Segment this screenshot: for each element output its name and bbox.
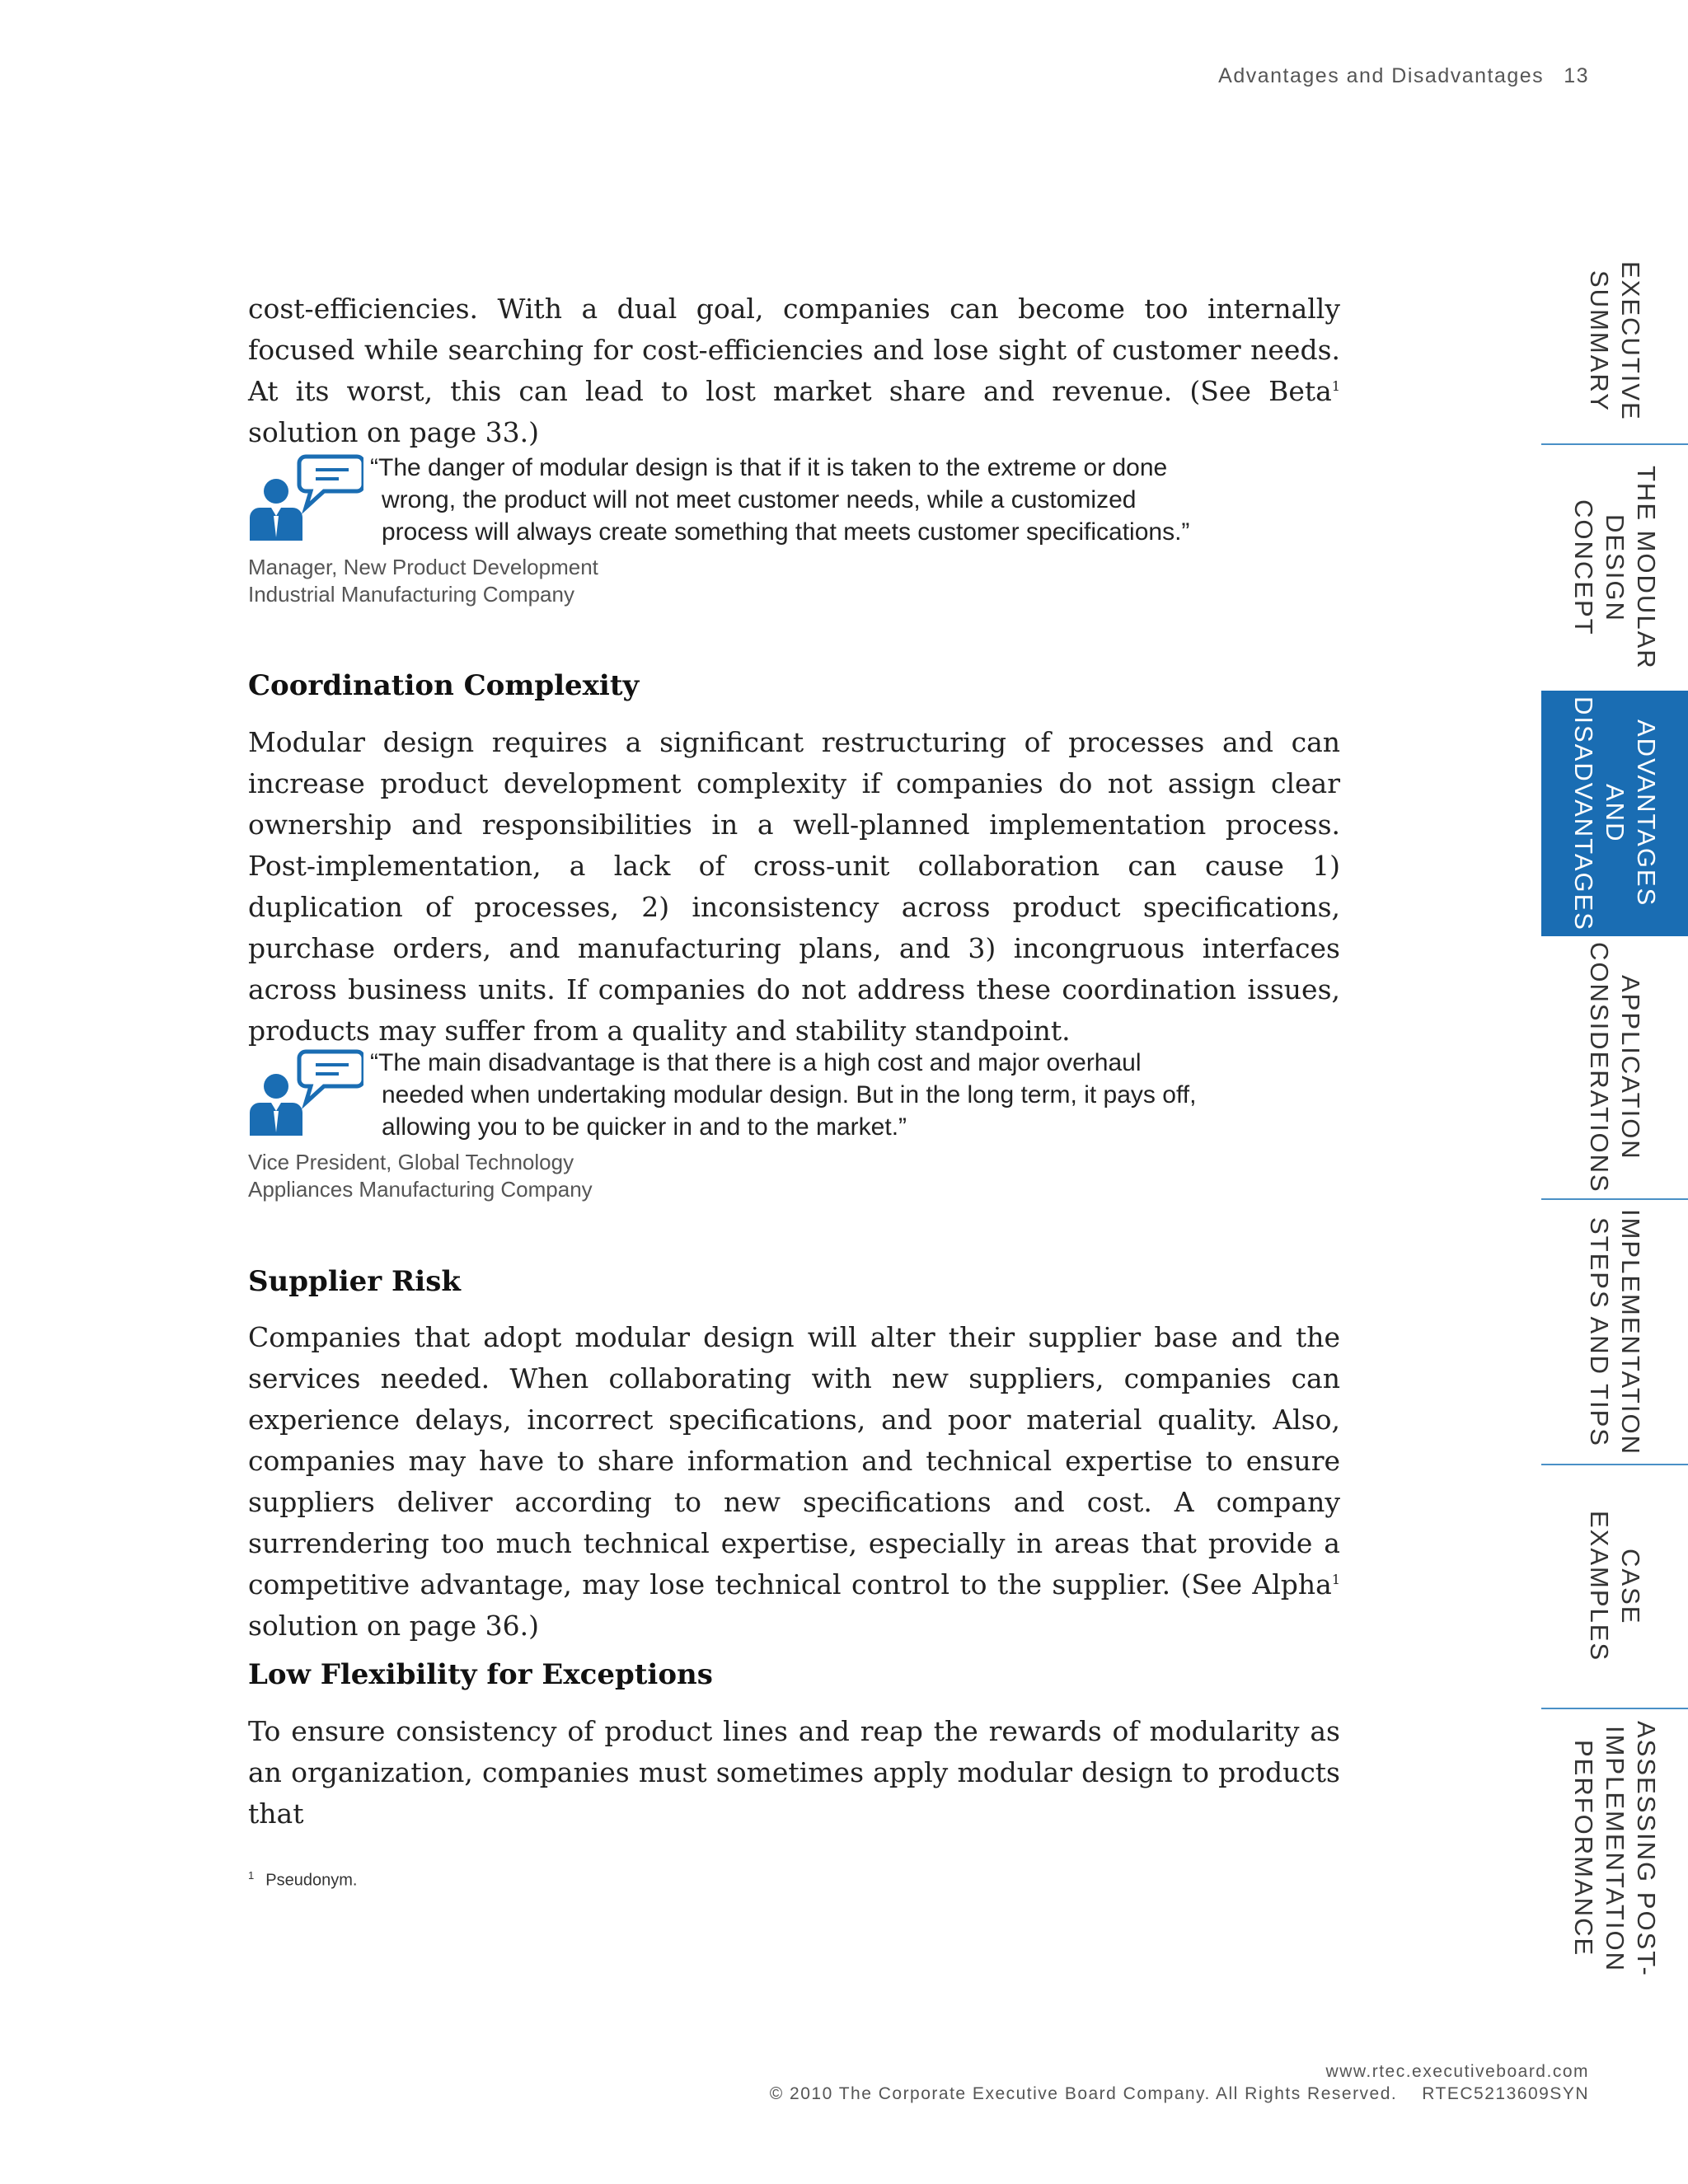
section-heading-supplier: Supplier Risk bbox=[248, 1265, 461, 1298]
side-tab-case-examples[interactable] bbox=[1541, 1464, 1688, 1708]
side-tab-implementation-steps[interactable] bbox=[1541, 1198, 1688, 1464]
side-tab-label: ADVANTAGES AND DISADVANTAGES bbox=[1569, 696, 1661, 931]
side-tab-label: EXECUTIVE SUMMARY bbox=[1585, 261, 1645, 421]
footnote-text: Pseudonym. bbox=[265, 1871, 358, 1890]
side-tab-label: IMPLEMENTATION STEPS AND TIPS bbox=[1585, 1208, 1645, 1455]
footer-document-code: RTEC5213609SYN bbox=[1422, 2084, 1589, 2103]
side-tab-assessing-performance[interactable] bbox=[1541, 1708, 1688, 1988]
footnote bbox=[248, 1869, 357, 1891]
coordination-paragraph: Modular design requires a significant restructuring of processes and can increase product development complexity if companies do not assign clear ownership and responsibilities in a well-planned implementation process. Post-implementation, a lack of cross-unit collaboration can cause 1) duplication of processes, 2) inconsistency across product specifications, purchase orders, and manufacturing plans, and 3) incongruous interfaces across business units. If companies do not address these coordination issues, products may suffer from a quality and stability standpoint. bbox=[248, 726, 1340, 1047]
section-heading-flexibility: Low Flexibility for Exceptions bbox=[248, 1658, 713, 1691]
quote-text-2: “The main disadvantage is that there is a high cost and major overhaul needed when undertaking modular design. But in the long term, it pays off, allowing you to be quicker in and to the market.” bbox=[370, 1049, 1197, 1141]
side-tab-label: ASSESSING POST- IMPLEMENTATION PERFORMANCE bbox=[1569, 1720, 1661, 1977]
running-header bbox=[1218, 64, 1589, 88]
side-tab-application-considerations[interactable] bbox=[1541, 936, 1688, 1198]
section-title: Advantages and Disadvantages bbox=[1218, 64, 1545, 87]
quote-text-1: “The danger of modular design is that if it is taken to the extreme or done wrong, the product will not meet customer needs, while a customized process will always create something that meets customer specifications.” bbox=[370, 454, 1190, 546]
footnote-marker: 1 bbox=[248, 1869, 255, 1882]
intro-paragraph: cost-efficiencies. With a dual goal, companies can become too internally focused while searching for cost-efficiencies and lose sight of customer needs. At its worst, this can lead to lost market share and revenue. (See Beta$^1$ solution on page 33.) bbox=[248, 293, 1340, 448]
page-number: 13 bbox=[1564, 64, 1589, 87]
speaker-speech-bubble-icon bbox=[248, 452, 363, 542]
side-tab-label: CASE EXAMPLES bbox=[1585, 1511, 1645, 1662]
flexibility-paragraph: To ensure consistency of product lines and reap the rewards of modularity as an organization, companies must sometimes apply modular design to products that bbox=[248, 1715, 1340, 1830]
section-heading-coordination: Coordination Complexity bbox=[248, 669, 640, 702]
side-tab-advantages-disadvantages[interactable] bbox=[1541, 691, 1688, 936]
quote-attribution-1: Manager, New Product Development Industrial Manufacturing Company bbox=[248, 555, 598, 607]
footer-url[interactable]: www.rtec.executiveboard.com bbox=[1325, 2062, 1589, 2081]
side-tab-label: APPLICATION CONSIDERATIONS bbox=[1585, 941, 1645, 1193]
side-tab-executive-summary[interactable] bbox=[1541, 239, 1688, 443]
speaker-speech-bubble-icon bbox=[248, 1047, 363, 1137]
footer-copyright: © 2010 The Corporate Executive Board Company. All Rights Reserved. bbox=[769, 2084, 1398, 2103]
side-tab-modular-design-concept[interactable] bbox=[1541, 443, 1688, 691]
quote-attribution-2: Vice President, Global Technology Appliances Manufacturing Company bbox=[248, 1150, 593, 1202]
supplier-paragraph: Companies that adopt modular design will alter their supplier base and the services needed. When collaborating with new suppliers, companies can experience delays, incorrect specifications, and poor material quality. Also, companies may have to share information and technical expertise to ensure suppliers deliver according to new specifications and cost. A company surrendering too much technical expertise, especially in areas that provide a competitive advantage, may lose technical control to the supplier. (See Alpha$^1$ solution on page 36.) bbox=[248, 1321, 1340, 1642]
page-footer bbox=[770, 2060, 1589, 2105]
side-tab-label: THE MODULAR DESIGN CONCEPT bbox=[1569, 466, 1661, 670]
